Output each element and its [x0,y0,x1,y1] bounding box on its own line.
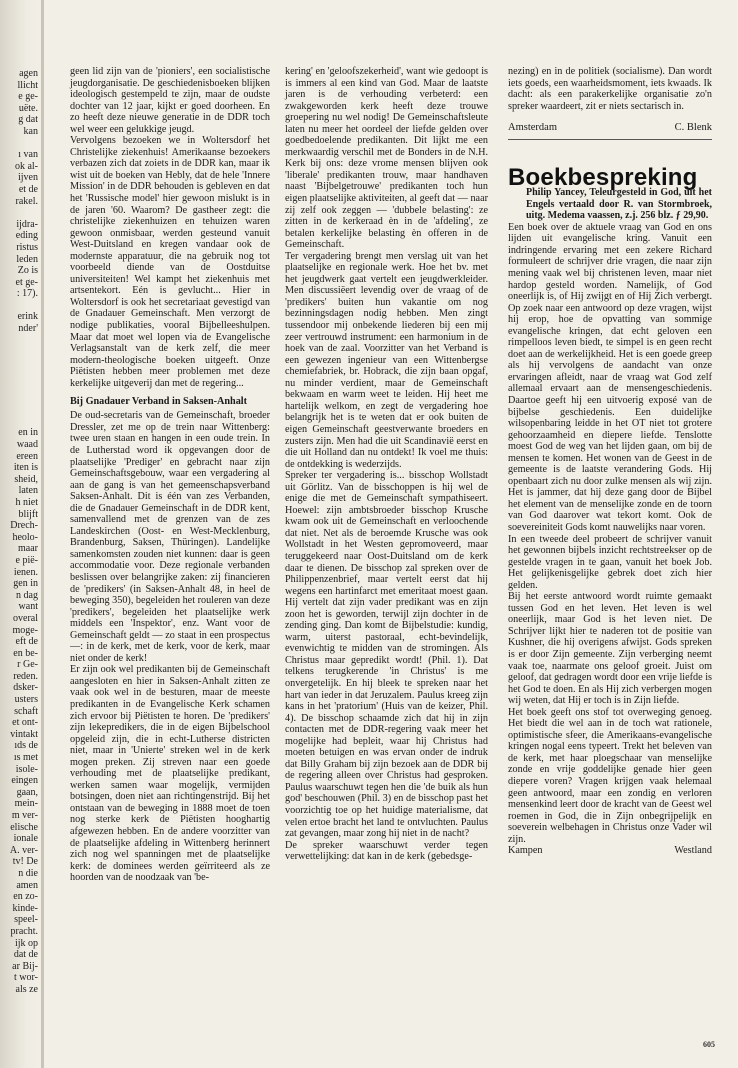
col2-paragraph: Ter vergadering brengt men verslag uit van het plaatselijke en regionale werk. Hoe het bv. met het jeugdwerk gaat vertelt een jeugdwerkleider. Men discussiëert levendig over de vraag of de 'predikers' buiten hun vakantie om nog bezinningsdagen nodig hebben. Men zingt tussendoor mij onbekende liederen bij een mij zeer vertrouwd instrument: een harmonium in de hoek van de zaal. Voorzitter van het Verband is een gewezen ingenieur van een Wittenbergse chemiefabriek, br. Hobrack, die zijn baan opgaf, nu minder verdient, maar de Gemeinschaft bekwaam en warm weet te leiden. Hij heet me hartelijk welkom, en zegt de vergadering hoe belangrijk het is te weten dat er ook buiten de eigen Gemeinschaft geestverwante broeders en zusters zijn. Men had die uit Scandinavië eerst en die uit Holland dan nu ontdekt! Ik voel me thuis: de ontdekking is wederzijds. [285,250,488,470]
margin-fragment [0,138,40,150]
margin-fragment: pracht. [10,925,38,937]
margin-fragment [0,393,40,405]
review-signature [508,845,712,857]
article-signature [508,122,712,140]
margin-fragment [0,381,40,393]
margin-fragment: e ge- [18,91,38,103]
margin-fragment: mein- [14,798,38,810]
margin-fragment [0,207,40,219]
margin-fragment: eingen [11,775,38,787]
margin-fragment: ereen [16,450,38,462]
margin-fragment: kan [23,125,38,137]
margin-fragment: maar [18,543,38,555]
review-signature-author: Westland [674,845,712,857]
margin-fragment: eft de [15,636,38,648]
margin-fragment [0,404,40,416]
margin-fragment: n die [18,867,38,879]
margin-fragment: reden. [13,670,38,682]
margin-fragment: ı van [18,149,38,161]
margin-fragment: dat de [13,949,38,961]
margin-fragment: ijk op [14,937,38,949]
margin-fragment: amen [16,879,38,891]
margin-fragment: : 17). [16,288,38,300]
margin-fragment [0,300,40,312]
margin-fragment [0,346,40,358]
margin-fragment: ıds de [14,740,38,752]
col2-paragraph: kering' en 'geloofszekerheid', want wie gedoopt is is immers al een kind van God. Maar de laatste jaren is de verhouding verbeterd: een zwakgeworden kerk heeft deze trouwe groepering nu wel nodig! De Gemeinschaftsleute laten nu meer het oordeel der liefde gelden over goedbedoelende predikanten. Dit lijkt me een merkwaardig verschil met de Bonders in de N.H. Kerk bij ons: deze vrome mensen blijven ook 'liberale' predikanten trouw, maar handhaven naast 'Bijbelgetrouwe' predikanten toch hun eigen plaatselijke aktiviteiten, al geeft dat — naar zij zelf ook zeggen — 'dubbele belasting': ze zitten in de kerkeraad èn in de 'afdeling', ze betalen kerkelijke belasting èn offeren in de Gemeinschaft. [285,66,488,251]
margin-fragment: en in [18,427,38,439]
review-paragraph: Een boek over de aktuele vraag van God en ons lijden uit evangelische kring. Vanuit een indringende ervaring met een zekere Richard formuleert de schrijver drie vragen, die naar zijn mening vaak wel bij christenen leven, maar niet hardop gesteld worden. Namelijk, of God oneerlijk is, of Hij zwijgt en of Hij Zich verbergt. Op zoek naar een antwoord op deze vragen, wijst hij erop, hoe de opvatting van sommige evangelische kringen, dat echt geloven een rimpelloos leven biedt, te simpel is en geen recht doet aan de werkelijkheid. Het is een goede greep als hij vervolgens de aandacht van onze ervaringen afleidt, naar de vraag wat God zelf allemaal ervaart aan de mensengeschiedenis. Daartoe geeft hij een uitvoerig exposé van de bijbelse geschiedenis. Een duidelijke wilsopenbaring leidde in het OT niet tot grotere gehoorzaamheid en diepere liefde. Tenslotte moest God de weg van het lijden gaan, om bij de mensen te komen. Het wonen van de Geest in de gemeente is de laatste verandering Gods. Hij openbaart zich nu door zulke mensen als wij zijn. Het is jammer, dat hij deze gang door de Bijbel het element van de menselijke zonde en de toorn van God daarover wat tekort komt. Ook de soevereiniteit Gods komt nauwelijks naar voren. [508,221,712,533]
review-paragraph: Het boek geeft ons stof tot overweging genoeg. Het biedt die wel aan in de toch wat rationele, optimistische sfeer, die Amerikaans-evangelische kringen nogal eens typeert. Trekt het beleven van de kerk, met haar ploegschaar van menselijke zonde en vrije goddelijke genade hier geen diepere voren? Vragen krijgen vaak helemaal geen antwoord, maar een zondig en verloren mensenkind leert door de kracht van de Geest wel roemen in God, die in Zijn onbegrijpelijk en soeverein welbehagen in Christus onze Vader wil zijn. [508,706,712,845]
margin-fragment: ar Bij- [12,960,38,972]
margin-fragment: usters [14,694,38,706]
margin-fragment: ienen. [13,566,38,578]
margin-fragment: gen in [13,578,38,590]
margin-fragment: moge- [12,624,38,636]
margin-fragment: isole- [15,763,38,775]
col1-paragraph: Er zijn ook wel predikanten bij de Gemeinschaft aangesloten en hier in Saksen-Anhalt zitten ze vaak ook wel in de besturen, maar de meeste predikanten in de Evangelische Kerk schamen zich ervoor bij Piëtisten te horen. De 'predikers' zijn lekepredikers, die in de eigen Bijbelschool opgeleid zijn, die in echt-Lutherse districten niet, maar in 'Unierte' streken wel in de kerk mogen preken. Zij streven naar een goede verhouding met de plaatselijke predikant, werken samen waar mogelijk, vermijden botsingen, doen niet aan richtingenstrijd. Bij het ontstaan van de beweging in 1888 moet de toen nog sterke kerk de Piëtisten hooghartig afgewezen hebben. En de andere voorzitter van de plaatselijke afdeling in Wittenberg herinnert zich nog wel spanningen met de plaatselijke kerk: de dominees werden geïrriteerd als ze hoorden van de noodzaak van 'be- [70,664,270,884]
review-signature-place: Kampen [508,845,543,857]
margin-fragment: laten [18,485,38,497]
margin-fragment [0,335,40,347]
col2-paragraph: Spreker ter vergadering is... bisschop Wollstadt uit Görlitz. Van de bisschoppen is hij wel de enige die met de Gemeinschaft sympathiseert. Hoewel: zijn ambtsbroeder bisschop Krusche kwam ook uit de Gemeinschaft en verloochende dat niet. Net als de beroemde Krusche was ook Wollstadt in het Westen gepromoveerd, maar teruggekeerd naar Oost-Duitsland om de kerk daar te dienen. De bisschop zal spreken over de Philippenzenbrief, maar vertelt eerst dat hij wegens een hartinfarct met emeritaat moest gaan. Hij vertelt dat zijn vader predikant was en zijn zoon het is geworden, terwijl zijn dochter in de zending ging. Dan komt de Bijbelstudie: kundig, warm, uiterst pastoraal, echt-bevindelijk, evenwichtig te midden van de stromingen. Als Christus maar gepredikt wordt! (Phil. 1). Dat telkens terugkerende 'in Christus' is me onvergetelijk. En hij bleek te spreken naar het hart van ieder in dat Jeruzalem. Paulus kreeg zijn kans in het 'pratorium' (Huis van de keizer, Phil. 4). De bisschop schaamde zich dat hij in zijn contacten met de DDR-regering vaak meer het mogelijke had bepleit, waar hij Christus had moeten betuigen en was ervan onder de indruk dat Billy Graham bij zijn bezoek aan de DDR bij de regering alleen over Christus had gesproken. Paulus waarschuwt tegen hen die 'de buik als hun god' beschouwen (Phil. 3) en de bisschop past het voorzichtig toe op het huidige materialisme, dat velen ertoe bracht het land te ontvluchten. Paulus zat gevangen, maar zong hij niet in de nacht? [285,470,488,840]
margin-fragment: en zo- [13,891,38,903]
margin-fragment: rakel. [15,195,38,207]
book-info: Philip Yancey, Teleurgesteld in God, uit het Engels vertaald door R. van Stormbroek, uitg. Medema vaassen, z.j. 256 blz. ƒ 29,90. [526,187,712,222]
margin-fragment: iten is [13,462,38,474]
col1-paragraph: Vervolgens bezoeken we in Woltersdorf het Christelijke ziekenhuis! Amerikaanse bezoekers verbazen zich dat zoiets in de DDR kan, maar ik wist uit de boeken van Hebly, dat de hele 'Innere Mission' in de DDR behouden is gebleven en dat het 'Russische model' hier gewoon mislukt is in de jaren '60. Waarom? De gastheer zegt: die christelijke ziekenhuizen en tehuizen waren gewoon onmisbaar, werden gesteund vanuit West-Duitsland en kregen vandaar ook de modernste apparatuur, die na gebruik nog tot voorbeeld diende van de Oostduitse universiteiten! Wel kampt het ziekenhuis met artsentekort. Eén is gevlucht... Hier in Woltersdorf is ook het secretariaat gevestigd van de Gnadauer Gemeinschaft. Men verzorgt de nodige publikaties, vooral Bijbelleeshulpen. Maar dat moet wel lopen via de Evangelische Verlagsanstalt van de kerk zelf, die meer modern-theologische boeken uitgeeft. Onze Piëtisten hebben meer problemen met deze kerkelijke uitgeverij dan met de regering... [70,135,270,389]
margin-fragment: r Ge- [17,659,38,671]
margin-fragment: nder' [18,323,38,335]
margin-fragment: speel- [14,914,38,926]
margin-fragment: ijdra- [16,218,38,230]
margin-fragment: Zo is [17,265,38,277]
margin-fragment: n dag [16,589,38,601]
review-paragraph: Bij het eerste antwoord wordt ruimte gemaakt tussen God en het leven. Het leven is wel oneerlijk, maar God is het leven niet. De Schrijver lijkt hier te naderen tot de positie van Kushner, die hij overigens afwijst. Gods spreken is er door Zijn gemeente. Zijn verberging neemt vaak toe, naarmate ons geloof groeit. Juist om geloof, dat gedragen wordt door een vrije liefde is het God te doen. En als Hij zich verbergen mogen wij weten, dat Hij er toch is in Zijn liefde. [508,591,712,707]
margin-fragment: et de [18,183,38,195]
margin-fragment: sheid, [14,473,38,485]
margin-fragment: vintakt [10,728,38,740]
margin-fragment: uëte. [18,102,38,114]
margin-fragment: ıs met [13,752,38,764]
margin-fragment: overal [13,612,38,624]
col3-paragraph: nezing) en in de politiek (socialisme). Dan wordt iets goeds, een waarheidsmoment, iets kwaads. Ik dacht: als een parakerkelijke organisatie zo'n spreker waardeert, zit er niets sectarisch in. [508,66,712,112]
margin-fragment: leden [16,253,38,265]
col1-paragraph: De oud-secretaris van de Gemeinschaft, broeder Dressler, zet me op de trein naar Wittenberg: twee uren staan en hangen in een oude trein. In de Lutherstad word ik opgevangen door de plaatselijke 'Prediger' en gebracht naar zijn Gemeinschaftsgebouw, waar een vergadering al aan de gang is van het gemeenschapsverband Saksen-Anhalt. Dit is één van zes Verbanden, die de Gnadauer Gemeinschaft in de DDR kent, samenvallend met de grenzen van de zes Landeskirchen (Oost- en West-Mecklenburg, Brandenburg, Saksen, Thüringen). Landelijke samenkomsten zouden niet kunnen: daar is geen accommodatie voor. Deze regionale verbanden beslissen over belangrijke zaken: zij financieren de 'predikers' (in Saksen-Anhalt 48, in heel de beweging 350), begeleiden het rouleren van deze 'predikers', begeleiden het plaatselijke werk middels een 'Inspektor', enz. Want voor de Gemeinschaft geldt — zo staat in een prospectus —: in de kerk, met de kerk, voor de kerk, maar niet onder de kerk! [70,410,270,664]
margin-fragment: gaan, [16,786,38,798]
margin-fragment: e pië- [15,554,38,566]
signature-author: C. Blenk [674,122,712,134]
margin-fragment: kinde- [12,902,38,914]
margin-fragment: ristus [16,241,38,253]
margin-fragment: ok al- [14,160,38,172]
margin-fragment: eding [15,230,38,242]
margin-fragment: blijft [18,508,38,520]
review-paragraph: In een tweede deel probeert de schrijver vanuit het gewonnen bijbels inzicht rechtstreekser op de gestelde vragen in te gaan, vanuit het boek Job. Het gelijkenisgelijke gebrek doet zich hier gelden. [508,533,712,591]
margin-fragment: als ze [15,983,38,995]
previous-page-text-fragments [0,68,40,996]
margin-fragment [0,369,40,381]
page-number: 605 [703,1040,715,1049]
col1-paragraph: geen lid zijn van de 'pioniers', een socialistische jeugdorganisatie. De geschiedenisboeken blijken ideologisch gestempeld te zijn, maar de oudste dochter van 12 jaar, kijkt er goed doorheen. En zo heeft deze nieuwe generatie in de DDR toch wel weer een gelukkige jeugd. [70,66,270,135]
margin-fragment: dsker- [13,682,38,694]
margin-fragment: schaft [14,705,38,717]
margin-fragment: heolo- [12,531,38,543]
margin-fragment: h niet [15,496,38,508]
margin-fragment: et ont- [12,717,38,729]
margin-fragment: Drech- [10,520,38,532]
col2-paragraph: De spreker waarschuwt verder tegen verwettelijking: dat kan in de kerk (gebedsge- [285,839,488,863]
margin-fragment: t wor- [14,972,38,984]
margin-fragment: en be- [13,647,38,659]
margin-fragment: waad [16,439,38,450]
section-heading: Bij Gnadauer Verband in Saksen-Anhalt [70,396,248,408]
column-1 [70,66,270,884]
review-heading: Boekbespreking [508,163,698,191]
margin-fragment: erink [17,311,38,323]
margin-fragment: agen [19,68,38,79]
margin-fragment: g dat [18,114,38,126]
column-2 [285,66,488,863]
margin-fragment: A. ver- [9,844,38,856]
signature-place: Amsterdam [508,122,557,134]
column-3 [508,66,712,857]
margin-fragment: elische [10,821,38,833]
margin-fragment: want [18,601,38,613]
margin-fragment: ionale [13,833,38,845]
margin-fragment: llicht [17,79,38,91]
margin-fragment [0,358,40,370]
margin-fragment: m ver- [11,810,38,821]
gutter-line [41,0,44,1068]
margin-fragment: et ge- [15,276,38,288]
margin-fragment [0,416,40,428]
margin-fragment: ijven [18,172,38,184]
margin-fragment: tv! De [12,856,38,868]
